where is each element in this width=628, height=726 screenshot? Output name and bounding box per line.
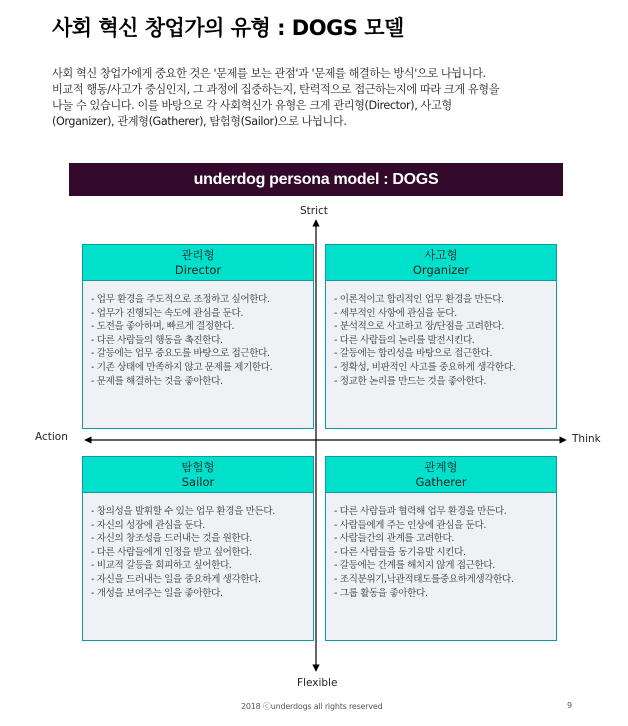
list-item: - 정교한 논리를 만드는 것을 좋아한다. <box>334 375 486 387</box>
quadrant-list <box>83 493 313 600</box>
list-item: - 사람들간의 관계를 고려한다. <box>334 533 455 545</box>
list-item: - 다른 사람들의 논리를 발전시킨다. <box>334 334 475 346</box>
quadrant-title-english: Director <box>174 263 222 277</box>
list-item: - 기존 상태에 만족하지 않고 문제를 제기한다. <box>91 361 273 373</box>
quadrant-header <box>83 457 313 493</box>
page-title: 사회 혁신 창업가의 유형 : DOGS 모델 <box>52 16 404 40</box>
quadrant-sailor <box>82 456 314 641</box>
quadrant-title-korean: 관리형 <box>181 248 215 262</box>
intro-line: 비교적 행동/사고가 중심인지, 그 과정에 집중하는지, 탄력적으로 접근하는지에 따라 크게 유형을 <box>52 83 500 96</box>
list-item: - 조직분위기,낙관적태도를중요하게생각한다. <box>334 573 514 585</box>
quadrant-header <box>83 245 313 281</box>
list-item: - 정확성, 비판적인 사고를 중요하게 생각한다. <box>334 361 516 373</box>
quadrant-title-korean: 탐험형 <box>181 460 215 474</box>
quadrant-title-english: Gatherer <box>415 475 467 489</box>
axis-label-think: Think <box>572 433 601 445</box>
quadrant-header <box>326 457 556 493</box>
quadrant-title-english: Sailor <box>181 475 215 489</box>
page-number: 9 <box>567 701 573 710</box>
list-item: - 다른 사람들과 협력해 업무 환경을 만든다. <box>334 506 507 517</box>
quadrant-list <box>326 493 556 600</box>
list-item: - 갈등에는 업무 중요도를 바탕으로 접근한다. <box>91 348 270 360</box>
list-item: - 분석적으로 사고하고 장/단점을 고려한다. <box>334 321 504 333</box>
axis-label-flexible: Flexible <box>297 677 338 689</box>
intro-line: 나눌 수 있습니다. 이를 바탕으로 각 사회혁신가 유형은 크게 관리형(Director), 사고형 <box>52 99 452 112</box>
list-item: - 자신의 창조성을 드러내는 것을 원한다. <box>91 533 252 545</box>
quadrant-organizer <box>325 244 557 429</box>
quadrant-list <box>326 281 556 388</box>
quadrant-gatherer <box>325 456 557 641</box>
list-item: - 창의성을 발휘할 수 있는 업무 환경을 만든다. <box>91 506 275 517</box>
quadrant-title-korean: 관계형 <box>424 460 458 474</box>
list-item: - 이론적이고 합리적인 업무 환경을 만든다. <box>334 294 504 305</box>
model-banner: underdog persona model : DOGS <box>69 163 563 196</box>
quadrant-list <box>83 281 313 388</box>
list-item: - 다른 사람들을 동기유발 시킨다. <box>334 546 466 558</box>
list-item: - 업무가 진행되는 속도에 관심을 둔다. <box>91 307 243 319</box>
quadrant-header <box>326 245 556 281</box>
list-item: - 자신을 드러내는 일을 중요하게 생각한다. <box>91 573 261 585</box>
list-item: - 갈등에는 합리성을 바탕으로 접근한다. <box>334 348 493 360</box>
list-item: - 개성을 보여주는 일을 좋아한다. <box>91 587 223 599</box>
quadrant-title-korean: 사고형 <box>424 248 458 262</box>
list-item: - 그룹 활동을 좋아한다. <box>334 587 428 599</box>
list-item: - 도전을 좋아하며, 빠르게 결정한다. <box>91 321 235 333</box>
intro-line: 사회 혁신 창업가에게 중요한 것은 '문제를 보는 관점'과 '문제를 해결하는 방식'으로 나뉩니다. <box>52 67 486 80</box>
list-item: - 문제를 해결하는 것을 좋아한다. <box>91 375 223 387</box>
copyright-footer: 2018 ⓒunderdogs all rights reserved <box>241 702 383 711</box>
quadrant-director <box>82 244 314 429</box>
list-item: - 사람들에게 주는 인상에 관심을 둔다. <box>334 519 486 531</box>
axis-label-strict: Strict <box>300 205 328 217</box>
list-item: - 비교적 갈등을 회피하고 싶어한다. <box>91 560 232 572</box>
list-item: - 자신의 성장에 관심을 둔다. <box>91 519 205 531</box>
quadrant-title-english: Organizer <box>412 263 470 277</box>
list-item: - 다른 사람들의 행동을 촉진한다. <box>91 334 223 346</box>
list-item: - 갈등에는 간계를 해치지 않게 접근한다. <box>334 560 495 572</box>
list-item: - 세부적인 사항에 관심을 둔다. <box>334 307 457 319</box>
list-item: - 다른 사람들에게 인정을 받고 싶어한다. <box>91 546 252 558</box>
list-item: - 업무 환경을 주도적으로 조정하고 싶어한다. <box>91 294 270 305</box>
axis-label-action: Action <box>35 431 68 443</box>
intro-line: (Organizer), 관계형(Gatherer), 탐험형(Sailor)으로 나뉩니다. <box>52 115 347 128</box>
